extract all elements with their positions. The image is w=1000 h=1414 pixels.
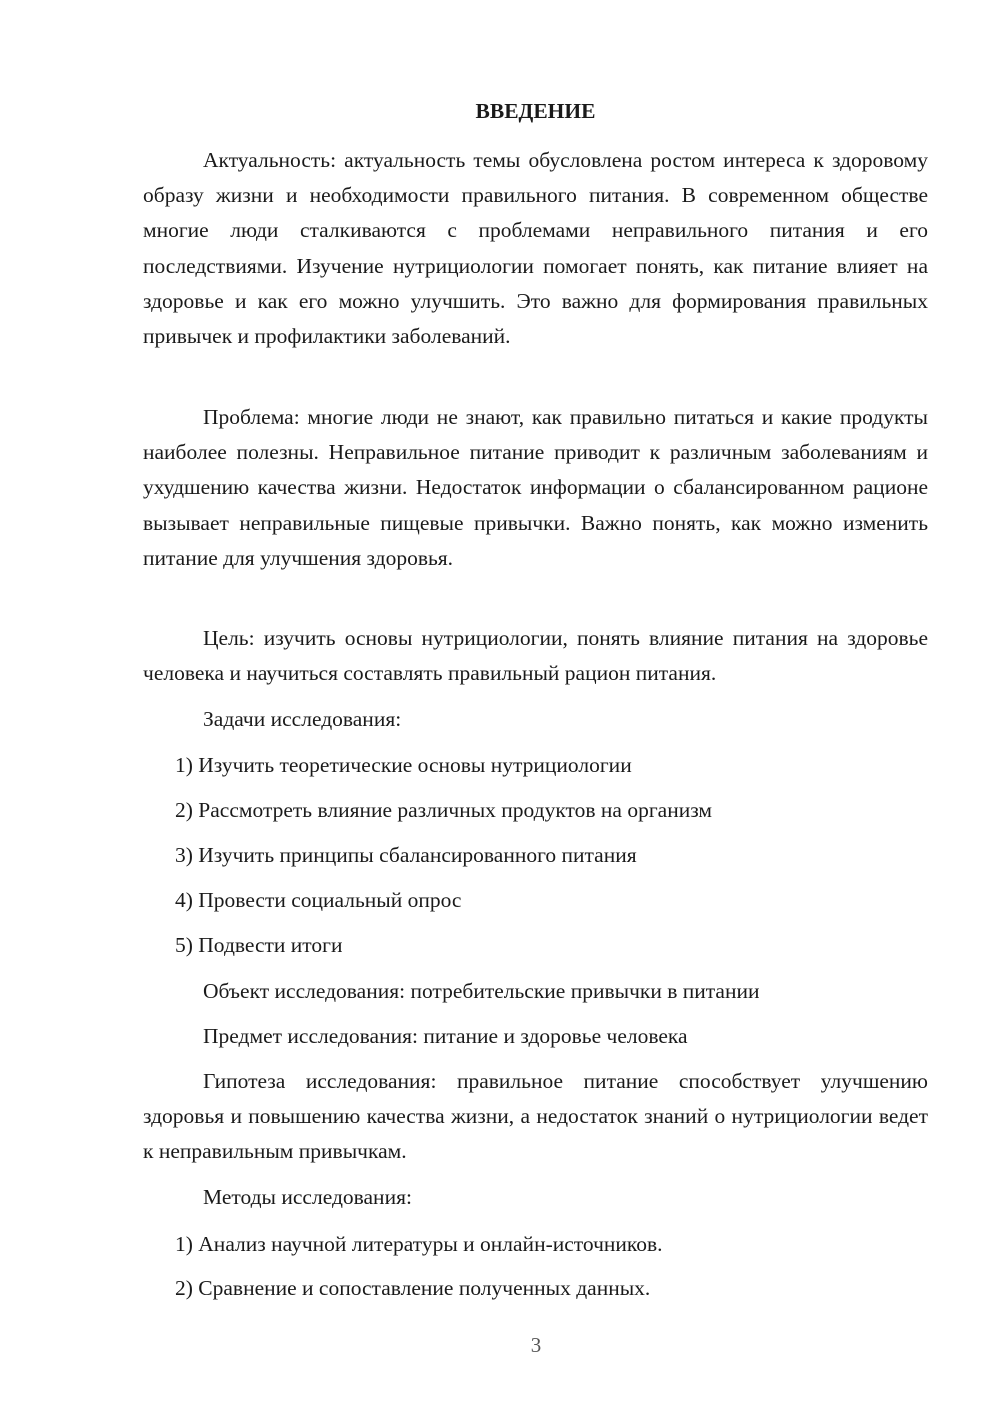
task-item: 1) Изучить теоретические основы нутрициологии	[175, 753, 632, 777]
research-subject: Предмет исследования: питание и здоровье человека	[203, 1024, 688, 1048]
task-item: 2) Рассмотреть влияние различных продуктов на организм	[175, 798, 713, 822]
task-item: 3) Изучить принципы сбалансированного питания	[175, 843, 637, 867]
page-number: 3	[530, 1333, 542, 1357]
research-object: Объект исследования: потребительские привычки в питании	[203, 979, 760, 1003]
hypothesis-paragraph: Гипотеза исследования: правильное питание способствует улучшению здоровья и повышению качества жизни, а недостаток знаний о нутрициологии ведет к неправильным привычкам.	[143, 1069, 928, 1164]
task-item: 4) Провести социальный опрос	[175, 888, 462, 912]
page-title: ВВЕДЕНИЕ	[475, 99, 596, 123]
problem-paragraph: Проблема: многие люди не знают, как правильно питаться и какие продукты наиболее полезны. Неправильное питание приводит к различным заболеваниям и ухудшению качества жизни. Недостаток информации о сбалансированном рационе вызывает неправильные пищевые привычки. Важно понять, как можно изменить питание для улучшения здоровья.	[143, 405, 928, 570]
goal-paragraph: Цель: изучить основы нутрициологии, понять влияние питания на здоровье человека и научиться составлять правильный рацион питания.	[143, 626, 928, 686]
tasks-heading: Задачи исследования:	[203, 707, 402, 731]
method-item: 1) Анализ научной литературы и онлайн-источников.	[175, 1232, 663, 1256]
task-item: 5) Подвести итоги	[175, 933, 343, 957]
relevance-paragraph: Актуальность: актуальность темы обусловлена ростом интереса к здоровому образу жизни и необходимости правильного питания. В современном обществе многие люди сталкиваются с проблемами неправильного питания и его последствиями. Изучение нутрициологии помогает понять, как питание влияет на здоровье и как его можно улучшить. Это важно для формирования правильных привычек и профилактики заболеваний.	[143, 148, 928, 349]
methods-heading: Методы исследования:	[203, 1185, 412, 1209]
method-item: 2) Сравнение и сопоставление полученных данных.	[175, 1276, 651, 1300]
